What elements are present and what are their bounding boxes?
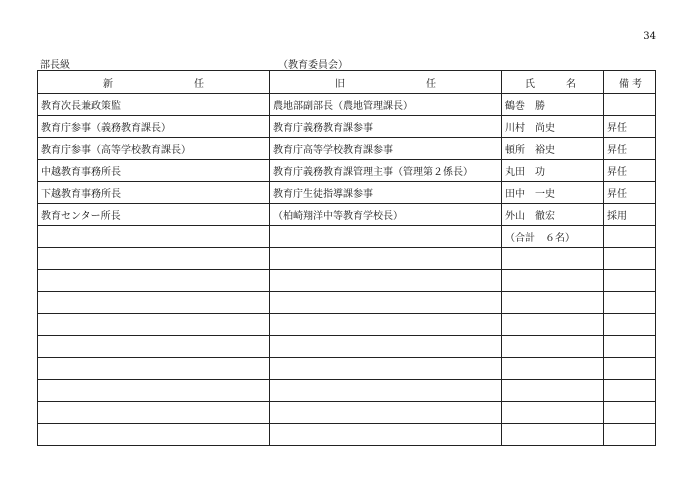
empty-cell [502, 336, 604, 358]
header-note-char-1: 備 [619, 78, 629, 90]
old-post-cell: 農地部副部長（農地管理課長） [270, 94, 502, 116]
empty-cell [604, 424, 656, 446]
old-post-cell: 教育庁義務教育課参事 [270, 116, 502, 138]
name-cell: 頓所 裕史 [502, 138, 604, 160]
note-cell: 採用 [604, 204, 656, 226]
header-row [38, 71, 656, 94]
empty-cell [604, 358, 656, 380]
new-post-cell: 教育庁参事（高等学校教育課長） [38, 138, 270, 160]
note-cell: 昇任 [604, 182, 656, 204]
total-row [38, 226, 656, 248]
empty-cell [502, 248, 604, 270]
empty-cell [502, 424, 604, 446]
empty-cell [604, 336, 656, 358]
empty-cell [604, 380, 656, 402]
table-row [38, 204, 656, 226]
note-cell: 昇任 [604, 160, 656, 182]
empty-cell [270, 270, 502, 292]
empty-row [38, 292, 656, 314]
new-post-cell: 教育センター所長 [38, 204, 270, 226]
empty-cell [270, 336, 502, 358]
empty-cell [38, 358, 270, 380]
note-cell: 昇任 [604, 116, 656, 138]
section-label: 部長級 [40, 60, 70, 71]
table-row [38, 138, 656, 160]
note-cell: 昇任 [604, 138, 656, 160]
old-post-cell: 教育庁義務教育課管理主事（管理第２係長） [270, 160, 502, 182]
page-number: 34 [643, 31, 656, 42]
header-old-post-char-2: 任 [426, 78, 436, 90]
empty-row [38, 424, 656, 446]
header-note [604, 71, 656, 94]
empty-cell [38, 248, 270, 270]
empty-cell [38, 292, 270, 314]
empty-cell [38, 402, 270, 424]
empty-rows [38, 248, 656, 446]
empty-cell [270, 402, 502, 424]
empty-cell [38, 424, 270, 446]
table-row [38, 182, 656, 204]
name-cell: 鶴巻 勝 [502, 94, 604, 116]
empty-cell [270, 292, 502, 314]
empty-cell [38, 314, 270, 336]
empty-row [38, 380, 656, 402]
empty-cell [502, 380, 604, 402]
header-name-char-1: 氏 [525, 78, 535, 90]
empty-cell [270, 248, 502, 270]
empty-row [38, 402, 656, 424]
total-count: （合計 ６名） [502, 226, 604, 248]
name-cell: 田中 一史 [502, 182, 604, 204]
empty-row [38, 336, 656, 358]
empty-cell [38, 336, 270, 358]
header-new-post-char-1: 新 [103, 78, 113, 90]
header-new-post-char-2: 任 [194, 78, 204, 90]
empty-row [38, 358, 656, 380]
header-name-char-2: 名 [566, 78, 576, 90]
empty-cell [502, 358, 604, 380]
name-cell: 川村 尚史 [502, 116, 604, 138]
header-new-post [38, 71, 270, 94]
empty-cell [38, 380, 270, 402]
empty-cell [270, 380, 502, 402]
new-post-cell: 教育次長兼政策監 [38, 94, 270, 116]
org-label: （教育委員会） [278, 60, 348, 71]
header-old-post-char-1: 旧 [335, 78, 345, 90]
header-note-char-2: 考 [632, 78, 642, 90]
empty-cell [38, 226, 270, 248]
empty-row [38, 248, 656, 270]
table-row [38, 160, 656, 182]
header-name [502, 71, 604, 94]
empty-cell [270, 226, 502, 248]
new-post-cell: 中越教育事務所長 [38, 160, 270, 182]
old-post-cell: （柏崎翔洋中等教育学校長） [270, 204, 502, 226]
empty-cell [604, 402, 656, 424]
table-row [38, 94, 656, 116]
empty-cell [502, 270, 604, 292]
empty-cell [604, 270, 656, 292]
old-post-cell: 教育庁生徒指導課参事 [270, 182, 502, 204]
name-cell: 丸田 功 [502, 160, 604, 182]
empty-cell [38, 270, 270, 292]
empty-cell [502, 402, 604, 424]
empty-cell [604, 314, 656, 336]
empty-cell [270, 424, 502, 446]
empty-cell [604, 292, 656, 314]
header-old-post [270, 71, 502, 94]
empty-cell [502, 292, 604, 314]
personnel-table [37, 70, 656, 446]
empty-cell [604, 248, 656, 270]
table-row [38, 116, 656, 138]
empty-cell [604, 226, 656, 248]
new-post-cell: 教育庁参事（義務教育課長） [38, 116, 270, 138]
empty-cell [270, 314, 502, 336]
empty-cell [270, 358, 502, 380]
new-post-cell: 下越教育事務所長 [38, 182, 270, 204]
empty-cell [502, 314, 604, 336]
name-cell: 外山 徹宏 [502, 204, 604, 226]
old-post-cell: 教育庁高等学校教育課参事 [270, 138, 502, 160]
empty-row [38, 314, 656, 336]
empty-row [38, 270, 656, 292]
note-cell [604, 94, 656, 116]
